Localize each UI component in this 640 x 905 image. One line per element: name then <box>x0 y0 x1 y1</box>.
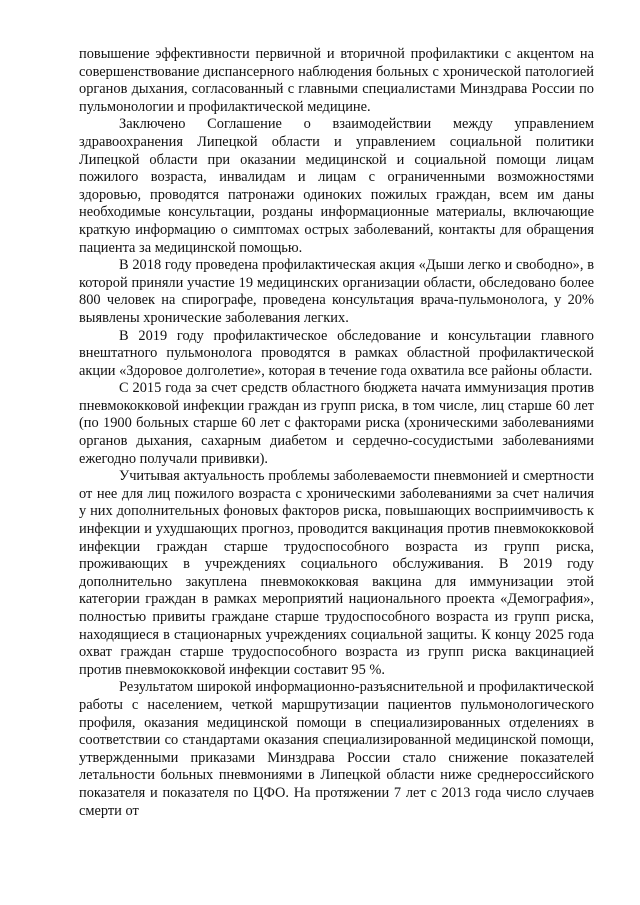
paragraph-vaccination: Учитывая актуальность проблемы заболеваемости пневмонией и смертности от нее для лиц пожилого возраста с хроническими заболеваниями за счет наличия у них дополнительных фоновых факторов риска, повышающих восприимчивость к инфекции и ухудшающих прогноз, проводится вакцинация против пневмококковой инфекции граждан старше трудоспособного возраста из групп риска, проживающих в учреждениях социального обслуживания. В 2019 году дополнительно закуплена пневмококковая вакцина для иммунизации этой категории граждан в рамках мероприятий национального проекта «Демография», полностью привиты граждане старше трудоспособного возраста из групп риска, находящиеся в стационарных учреждениях социальной защиты. К концу 2025 года охват граждан старше трудоспособного возраста из групп риска вакцинацией против пневмококковой инфекции составит 95 %. <box>79 468 594 678</box>
document-page <box>79 46 594 820</box>
paragraph-2018-campaign: В 2018 году проведена профилактическая акция «Дыши легко и свободно», в которой приняли участие 19 медицинских организации области, обследовано более 800 человек на спирографе, проведена консультация врача-пульмонолога, у 20% выявлены хронические заболевания легких. <box>79 257 594 326</box>
paragraph-immunization: С 2015 года за счет средств областного бюджета начата иммунизация против пневмококковой инфекции граждан из групп риска, в том числе, лиц старше 60 лет (по 1900 больных старше 60 лет с факторами риска (хроническими заболеваниями органов дыхания, сахарным диабетом и сердечно-сосудистыми заболеваниями ежегодно получали прививки). <box>79 380 594 467</box>
paragraph-2019-campaign: В 2019 году профилактическое обследование и консультации главного внештатного пульмонолога проводятся в рамках областной профилактической акции «Здоровое долголетие», которая в течение года охватила все районы области. <box>79 327 594 379</box>
paragraph-continuation: повышение эффективности первичной и вторичной профилактики с акцентом на совершенствование диспансерного наблюдения больных с хронической патологией органов дыхания, согласованный с главными специалистами Минздрава России по пульмонологии и профилактической медицине. <box>79 46 594 115</box>
paragraph-results: Результатом широкой информационно-разъяснительной и профилактической работы с населением, четкой маршрутизации пациентов пульмонологического профиля, оказания медицинской помощи в специализированных отделениях в соответствии со стандартами оказания специализированной медицинской помощи, утвержденными приказами Минздрава России стало снижение показателей летальности больных пневмониями в Липецкой области ниже среднероссийского показателя и показателя по ЦФО. На протяжении 7 лет с 2013 года число случаев смерти от <box>79 679 594 819</box>
paragraph-agreement: Заключено Соглашение о взаимодействии между управлением здравоохранения Липецкой области и управлением социальной политики Липецкой области при оказании медицинской и социальной помощи лицам пожилого возраста, инвалидам и лицам с ограниченными возможностями здоровью, проводятся патронажи одиноких пожилых граждан, всем им даны необходимые консультации, розданы информационные материалы, включающие краткую информацию о симптомах острых заболеваний, контакты для обращения пациента за медицинской помощью. <box>79 116 594 256</box>
